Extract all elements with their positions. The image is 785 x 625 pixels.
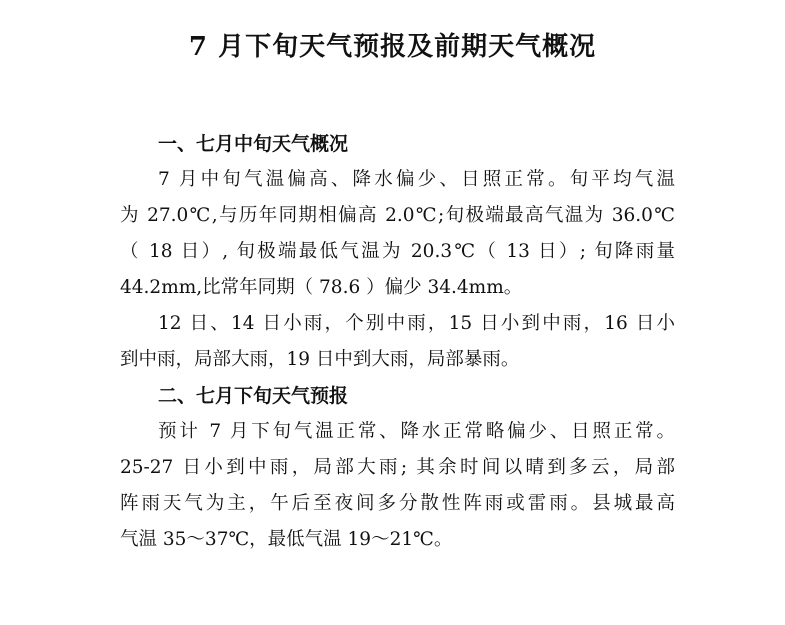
paragraph-line: 25-27 日小到中雨，局部大雨; 其余时间以晴到多云，局部 bbox=[120, 457, 675, 478]
document-body bbox=[120, 126, 675, 558]
section-heading-late-july-forecast: 二、七月下旬天气预报 bbox=[158, 385, 349, 407]
paragraph-line: 12 日、14 日小雨，个别中雨，15 日小到中雨，16 日小 bbox=[158, 313, 675, 334]
paragraph-line: 为 27.0℃,与历年同期相偏高 2.0℃;旬极端最高气温为 36.0℃ bbox=[120, 205, 675, 226]
paragraph-line: 气温 35～37℃，最低气温 19～21℃。 bbox=[120, 529, 453, 550]
section-heading-mid-july-overview: 一、七月中旬天气概况 bbox=[158, 133, 349, 155]
paragraph-line: （ 18 日）, 旬极端最低气温为 20.3℃（ 13 日）; 旬降雨量 bbox=[120, 241, 675, 262]
paragraph-line: 到中雨，局部大雨，19 日中到大雨，局部暴雨。 bbox=[120, 349, 520, 370]
paragraph-mid-july-summary bbox=[120, 162, 675, 306]
paragraph-late-july-forecast bbox=[120, 414, 675, 558]
paragraph-line: 44.2mm,比常年同期（ 78.6 ）偏少 34.4mm。 bbox=[120, 277, 523, 298]
paragraph-line: 7 月中旬气温偏高、降水偏少、日照正常。旬平均气温 bbox=[158, 169, 675, 190]
paragraph-line: 阵雨天气为主，午后至夜间多分散性阵雨或雷雨。县城最高 bbox=[120, 493, 675, 514]
document-title: 7 月下旬天气预报及前期天气概况 bbox=[188, 32, 597, 62]
paragraph-mid-july-rainfall bbox=[120, 306, 675, 378]
paragraph-line: 预计 7 月下旬气温正常、降水正常略偏少、日照正常。 bbox=[158, 421, 675, 442]
